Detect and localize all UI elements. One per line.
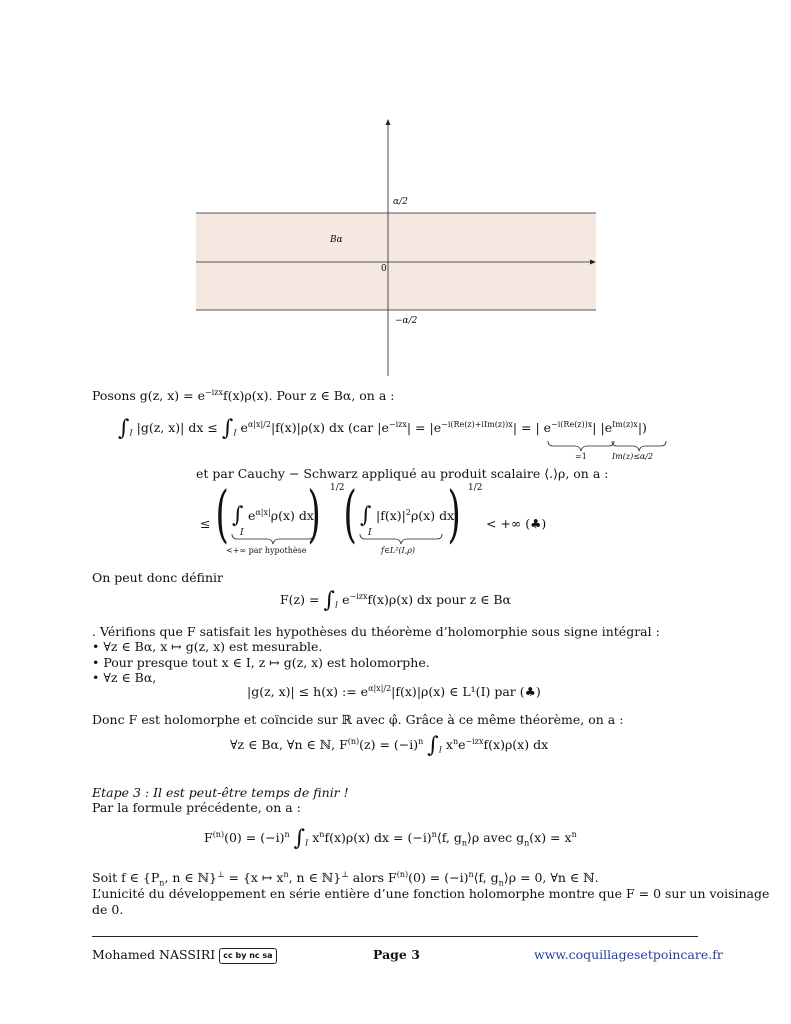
cc-license-icon: cc by nc sa <box>219 948 276 964</box>
etape-3-title: Etape 3 : Il est peut-être temps de finir ! <box>92 785 349 800</box>
f0-formula: $F^{(n)}(0) = (-i)^n$ $\int_I$ $x^nf(x)\rho(x)$ dx = $(-i)^n⟨f$, $g_n⟩\rho$ avec $g_n(x) = x^n$ <box>204 826 577 851</box>
footer-author: Mohamed NASSIRI cc by nc sa <box>92 947 277 964</box>
brace1-under: =1 <box>575 452 587 461</box>
bullet-1: • ∀z ∈ Bα, x ↦ g(z, x) est mesurable. <box>92 639 323 654</box>
cs-under-2: f∈L²(I,ρ) <box>381 546 416 555</box>
y-bottom-label: −α/2 <box>395 316 418 326</box>
footer-site-link[interactable]: www.coquillagesetpoincare.fr <box>534 947 723 962</box>
origin-label: 0 <box>381 264 387 274</box>
verif-line: . Vérifions que F satisfait les hypothèses du théorème d’holomorphie sous signe intégral : <box>92 624 660 639</box>
inequality-1: $\int_I$ |g(z, x)| dx ≤ $\int_I$ $e^{\alpha|x|/2}|f(x)|\rho(x)$ dx (car $|e^{-izx}| = |e^{-i(Re(z)+iIm(z))x}|$ = | $e^{-i(Re(z))x}|$ $|e^{Im(z)x}|$) <box>118 416 647 441</box>
footer-page: Page 3 <box>373 947 420 962</box>
y-top-label: α/2 <box>393 197 408 207</box>
unicite-line: L’unicité du développement en série entière d’une fonction holomorphe montre que F = 0 sur un voisinage <box>92 886 770 901</box>
par-la-line: Par la formule précédente, on a : <box>92 800 301 815</box>
unicite-line-2: de 0. <box>92 902 124 917</box>
on-peut-line: On peut donc définir <box>92 570 224 585</box>
cs-under-1: <+∞ par hypothèse <box>226 546 307 555</box>
F-definition: $F(z) = \int_I$ $e^{-izx}f(x)\rho(x)$ dx pour z ∈ Bα <box>280 588 512 613</box>
bound-line: |g(z, x)| ≤ h(x) := $e^{\alpha|x|/2}|f(x)|\rho(x)$ ∈ L¹(I) par (♣) <box>247 684 541 700</box>
derivative-formula: ∀z ∈ Bα, ∀n ∈ ℕ, $F^{(n)}(z) = (-i)^n$ $\int_I$ $x^ne^{-izx}f(x)\rho(x)$ dx <box>230 733 549 758</box>
soit-line: Soit f ∈ {$P_n$, n ∈ ℕ}⊥ = {x ↦ $x^n$, n ∈ ℕ}⊥ alors $F^{(n)}(0)$ = $(-i)^n⟨f$, $g_n⟩\rho = 0$, ∀n ∈ ℕ. <box>92 870 599 888</box>
cauchy-schwarz-inequality: ≤ ( ∫ I $e^{\alpha|x|}\rho(x)$ dx ) 1/2 ( ∫ I $|f(x)|^2\rho(x)$ dx ) 1/2 < +∞ (♣) <box>200 477 547 550</box>
footer-rule <box>92 936 698 937</box>
bullet-3: • ∀z ∈ Bα, <box>92 670 157 685</box>
cauchy-line: et par Cauchy − Schwarz appliqué au produit scalaire ⟨.⟩ρ, on a : <box>196 466 609 481</box>
donc-line: Donc F est holomorphe et coïncide sur ℝ avec φ̂. Grâce à ce même théorème, on a : <box>92 712 624 727</box>
region-label: Bα <box>330 235 343 245</box>
brace2-under: Im(z)≤α/2 <box>612 452 654 461</box>
bullet-2: • Pour presque tout x ∈ I, z ↦ g(z, x) est holomorphe. <box>92 655 430 670</box>
posons-line: Posons g(z, $x) = e^{-izx}f(x)\rho(x)$. Pour z ∈ Bα, on a : <box>92 388 395 404</box>
